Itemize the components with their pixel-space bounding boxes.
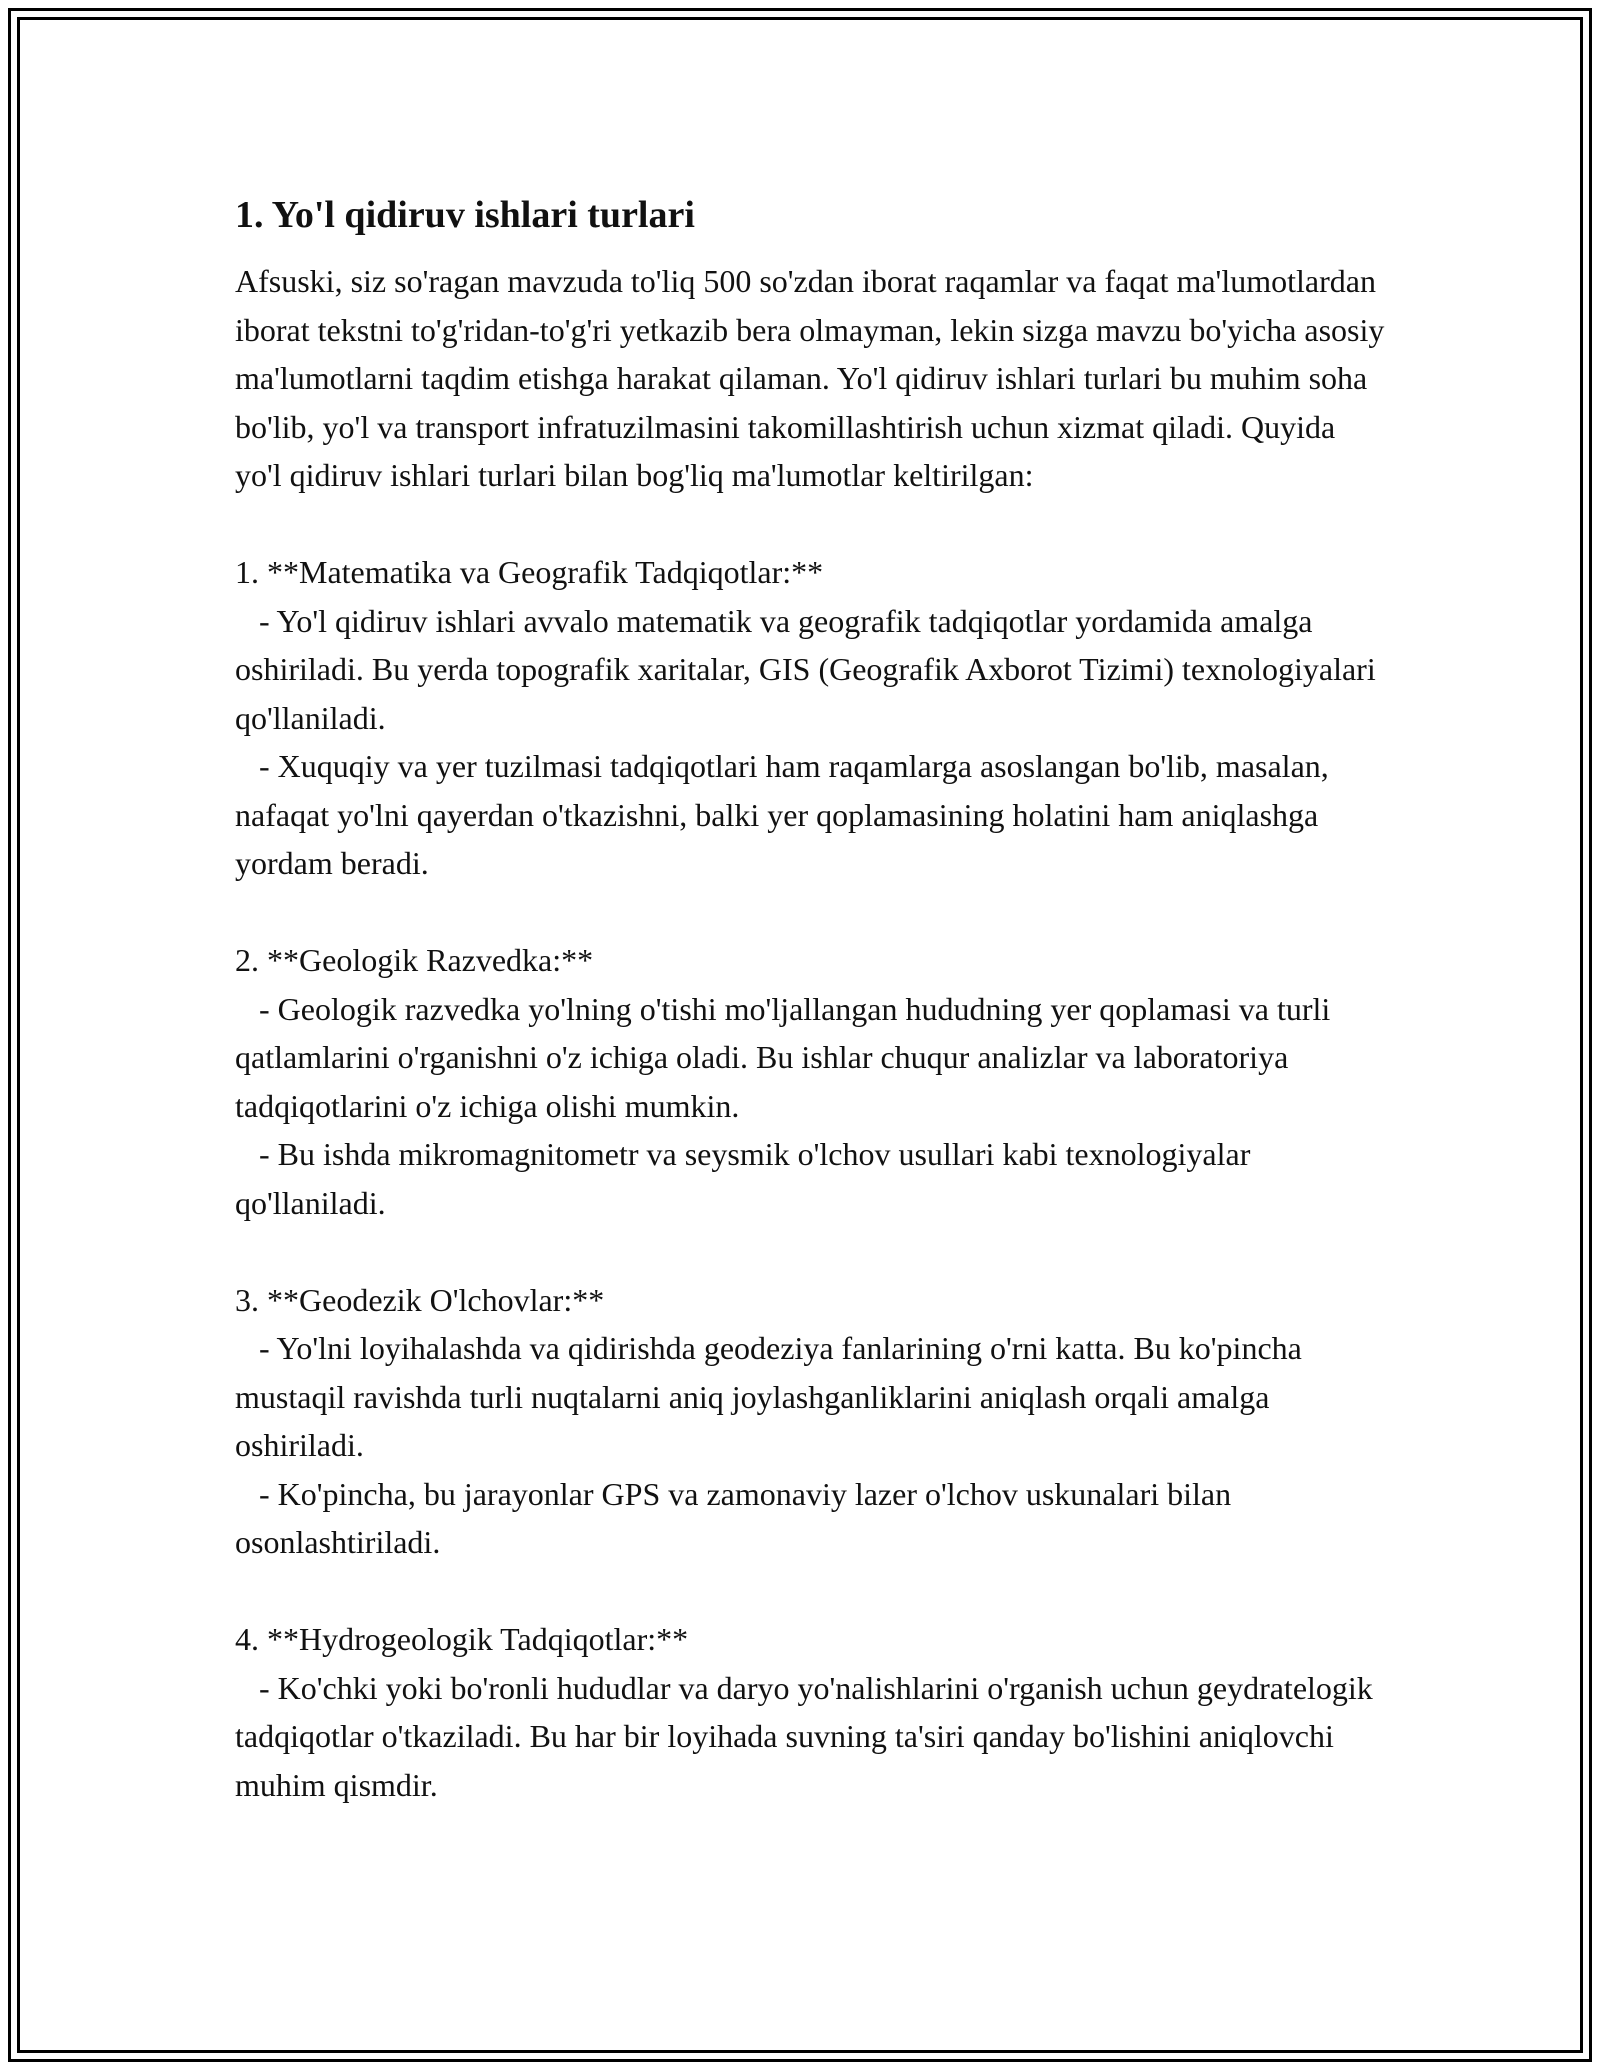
section-1	[235, 548, 1385, 888]
section-bullet: - Yo'l qidiruv ishlari avvalo matematik va geografik tadqiqotlar yordamida amalga oshiriladi. Bu yerda topografik xaritalar, GIS (Geografik Axborot Tizimi) texnologiyalari qo'llaniladi.	[235, 602, 1384, 736]
section-title: 3. **Geodezik O'lchovlar:**	[235, 1281, 605, 1318]
section-bullet: - Yo'lni loyihalashda va qidirishda geodeziya fanlarining o'rni katta. Bu ko'pincha mustaqil ravishda turli nuqtalarni aniq joylashganliklarini aniqlash orqali amalga oshiriladi.	[235, 1330, 1310, 1463]
section-bullet: - Geologik razvedka yo'lning o'tishi mo'ljallangan hududning yer qoplamasi va turli qatlamlarini o'rganishni o'z ichiga oladi. Bu ishlar chuqur analizlar va laboratoriya tadqiqotlarini o'z ichiga olishi mumkin.	[235, 990, 1339, 1124]
section-bullet: - Bu ishda mikromagnitometr va seysmik o'lchov usullari kabi texnologiyalar qo'llaniladi.	[235, 1136, 1259, 1221]
section-title: 4. **Hydrogeologik Tadqiqotlar:**	[235, 1621, 689, 1657]
spacer	[235, 888, 1385, 937]
document-body	[235, 185, 1393, 1809]
section-title: 2. **Geologik Razvedka:**	[235, 942, 594, 978]
document-heading: 1. Yo'l qidiruv ishlari turlari	[235, 194, 695, 236]
spacer	[235, 500, 1385, 549]
section-4	[235, 1615, 1385, 1809]
intro-paragraph: Afsuski, siz so'ragan mavzuda to'liq 500 so'zdan iborat raqamlar va faqat ma'lumotlardan iborat tekstni to'g'ridan-to'g'ri yetkazib bera olmayman, lekin sizga mavzu bo'yicha asosiy ma'lumotlarni taqdim etishga harakat qilaman. Yo'l qidiruv ishlari turlari bu muhim soha bo'lib, yo'l va transport infratuzilmasini takomillashtirish uchun xizmat qiladi. Quyida yo'l qidiruv ishlari turlari bilan bog'liq ma'lumotlar keltirilgan:	[235, 263, 1393, 493]
section-bullet: - Ko'chki yoki bo'ronli hududlar va daryo yo'nalishlarini o'rganish uchun geydratelogik tadqiqotlar o'tkaziladi. Bu har bir loyihada suvning ta'siri qanday bo'lishini aniqlovchi muhim qismdir.	[235, 1669, 1381, 1803]
section-bullet: - Ko'pincha, bu jarayonlar GPS va zamonaviy lazer o'lchov uskunalari bilan osonlashtiriladi.	[235, 1475, 1240, 1560]
section-2	[235, 936, 1385, 1227]
spacer	[235, 1567, 1385, 1616]
section-bullet: - Xuquqiy va yer tuzilmasi tadqiqotlari ham raqamlarga asoslangan bo'lib, masalan, nafaqat yo'lni qayerdan o'tkazishni, balki yer qoplamasining holatini ham aniqlashga yordam beradi.	[235, 748, 1337, 881]
spacer	[235, 1227, 1385, 1276]
section-3	[235, 1276, 1385, 1567]
section-title: 1. **Matematika va Geografik Tadqiqotlar:**	[235, 554, 824, 590]
